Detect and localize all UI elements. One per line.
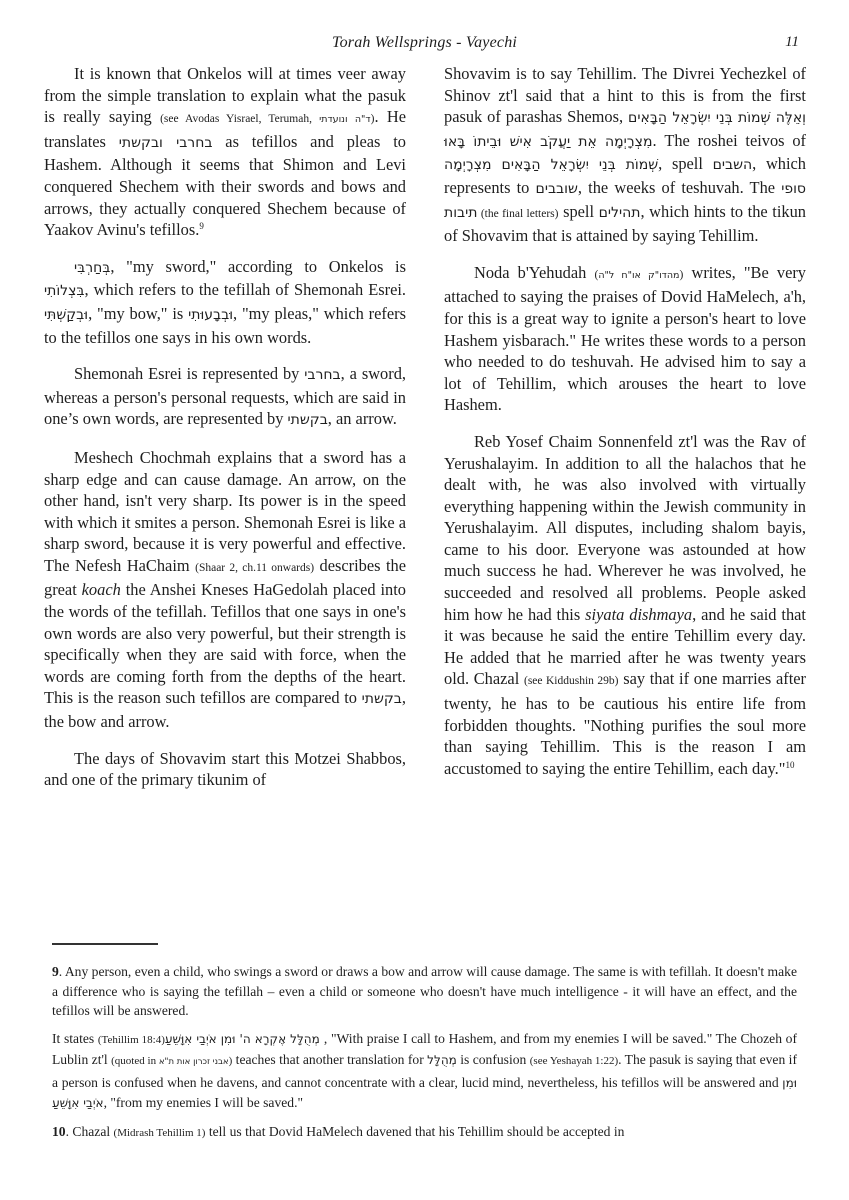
text: , which hints to the tikun of Shovavim that is attained by saying Tehillim. (444, 201, 806, 246)
text: It is known that Onkelos will at times veer away from the simple translation to explain what the pasuk is really saying (44, 64, 406, 127)
hebrew-text: השבים (712, 157, 753, 174)
text: is confusion (456, 1052, 530, 1067)
text: . Any person, even a child, who swings a sword or draws a bow and arrow will cause damage. The same is with tefillah. It doesn't make a difference who is saying the tefillah – even a child or someone who doesn't have much intelligence - it will have an effect, and the tefillos will be answered. (52, 964, 797, 1018)
hebrew-text: אבני זכרון אות ת"א (158, 1057, 229, 1067)
text: say that if one marries after twenty, he has to be cautious his entire life from forbidden thoughts. "Nothing purifies the soul more than saying Tehillim. This is the reason I am accustomed to saying the entire Tehillim, each day." (444, 669, 807, 778)
text: , and he said that it was because he said the entire Tehillim every day. He added that he married after he was twenty years old. Chazal (444, 604, 806, 689)
hebrew-text: בִּצְלוֹתִי (44, 283, 85, 300)
italic-term: koach (81, 580, 121, 600)
text: It states (52, 1030, 98, 1046)
text: , "from my enemies I will be saved." (103, 1095, 304, 1110)
page-number: 11 (785, 34, 799, 50)
paragraph-shemonah-esrei (44, 363, 406, 432)
right-column (444, 63, 806, 794)
source-reference: (Tehillim 18:4) (97, 1033, 165, 1046)
hebrew-text: וּבְקַשְׁתִּי (44, 306, 89, 323)
text: , which refers to the tefillah of Shemonah Esrei. (84, 280, 406, 300)
paragraph-tehillim-hint (444, 63, 806, 247)
text: describes the great (44, 555, 406, 600)
ref-text: ) (370, 113, 375, 126)
text: as tefillos and pleas to Hashem. Although it seems that Shimon and Levi conquered Shechem with their swords and bows and arrows, they actually conquered Shechem because of Yaakov Avinu's tefillos. (44, 131, 406, 240)
text: spell (558, 201, 599, 221)
hebrew-text: תהילים (598, 204, 641, 221)
left-column (44, 63, 406, 806)
hebrew-text: בקשתי (287, 412, 328, 429)
hebrew-text: וְאֵלֶּה שְׁמוֹת בְּנֵי יִשְׂרָאֵל הַבָּאִים מִצְרָיְמָה אֵת יַעֲקֹב אִישׁ וּבֵיתוֹ בָּאוּ (444, 110, 806, 150)
text: teaches that another translation for (232, 1052, 428, 1067)
text: Reb Yosef Chaim Sonnenfeld zt'l was the Rav of Yerushalayim. In addition to all the halachos that he dealt with, he was also involved with virtually everything happening within the Jewish community in Yerushalayim. All disputes, including shalom bayis, came to his door. Everyone was astounded at how much success he had. Wherever he was involved, he succeeded and resolved all problems. People asked him how he had this (444, 431, 806, 624)
paragraph-my-sword (44, 256, 406, 348)
hebrew-text: מְהֻלָּל (427, 1053, 457, 1067)
footnotes (52, 962, 797, 1151)
footnote-marker-9[interactable]: 9 (199, 221, 204, 232)
hebrew-text: וּמִן אֹיְבַי אִוָּשֵׁעַ (52, 1075, 797, 1110)
page-header (0, 30, 849, 56)
hebrew-text: שובבים (535, 180, 578, 197)
hebrew-text: בחרבי (304, 367, 341, 384)
text: . He translates (44, 107, 407, 151)
text: , the weeks of teshuvah. The (577, 177, 782, 197)
ref-text: ) (679, 268, 684, 281)
text: , spell (658, 154, 713, 174)
hebrew-text: וּבְבָעוּתִי (188, 306, 234, 323)
source-reference (160, 113, 374, 125)
paragraph-reb-yosef-chaim (444, 431, 806, 780)
hebrew-text: ד"ה ונועדתי (319, 114, 371, 126)
paragraph-meshech-chochmah (44, 447, 406, 733)
ref-text: ( (594, 268, 599, 281)
text: , "With praise I call to Hashem, and from my enemies I will be saved." The Chozeh of Lublin zt'l (52, 1030, 797, 1067)
text: Shovavim is to say Tehillim. The Divrei Yechezkel of Shinov zt'l said that a hint to this is from the first pasuk of parashas Shemos, (444, 64, 806, 127)
hebrew-text: סופי תיבות (444, 180, 806, 221)
ref-text: ) (228, 1055, 233, 1067)
hebrew-text: בקשתי (361, 691, 402, 708)
running-title: Torah Wellsprings - Vayechi (331, 34, 518, 51)
footnote-10 (52, 1122, 797, 1144)
source-reference (111, 1055, 232, 1067)
text: , "my pleas," which refers to the tefillos one says in his own words. (44, 303, 406, 347)
ref-text: (quoted in (111, 1055, 159, 1067)
text: , "my sword," according to Onkelos is (110, 256, 406, 276)
hebrew-text: מהדו"ק או"ח ל"ה (598, 269, 680, 281)
text: . The pasuk is saying that even if a person is confused when he davens, and cannot concentrate with a clear, lucid mind, nevertheless, his tefillos will be answered and (52, 1052, 797, 1090)
source-reference: (see Yeshayah 1:22) (529, 1055, 619, 1067)
italic-term: siyata dishmaya (585, 604, 693, 624)
text: . Chazal (65, 1123, 114, 1139)
footnote-number: 9 (52, 964, 59, 979)
text: writes, "Be very attached to saying the praises of Dovid HaMelech, a'h, for this is a great way to ignite a person's heart to love Hashem yisbarach." He writes these words to a person who needed to do teshuvah. He advised him to say a lot of Tehillim, which arouses the heart to love Hashem. (444, 262, 806, 415)
text: The days of Shovavim start this Motzei Shabbos, and one of the primary tikunim of (44, 748, 406, 790)
text: , "my bow," is (88, 303, 189, 323)
footnote-9 (52, 962, 797, 1021)
text: tell us that Dovid HaMelech davened that his Tehillim should be accepted in (205, 1123, 625, 1139)
text: Noda b'Yehudah (474, 262, 595, 282)
footnote-separator (52, 943, 158, 945)
hebrew-text: בְּחַרְבִּי (74, 259, 111, 276)
footnote-marker-10[interactable]: 10 (785, 759, 795, 770)
source-reference: (Midrash Tehillim 1) (113, 1126, 206, 1139)
ref-text: (see Avodas Yisrael, Terumah, (160, 113, 320, 126)
text: . The roshei teivos of (652, 130, 806, 150)
text: the Anshei Kneses HaGedolah placed into the words of the tefillah. Tefillos that one says in one's own words are also very powerful, but their strength is specifically when they are said with force, when the words are coming forth from the depths of the heart. This is the reason such tefillos are compared to (44, 580, 406, 708)
footnote-number: 10 (52, 1123, 66, 1139)
paragraph-shovavim (44, 748, 406, 791)
text: , which represents to (444, 154, 806, 197)
hebrew-text: שְׁמוֹת בְּנֵי יִשְׂרָאֵל הַבָּאִים מִצְרָיְמָה (444, 157, 659, 174)
hebrew-text: בחרבי ובקשתי (118, 134, 213, 151)
hebrew-text: מְהֻלָּל אֶקְרָא ה' וּמִן אֹיְבַי אִוָּשֵׁעַ (164, 1031, 324, 1046)
text: Meshech Chochmah explains that a sword has a sharp edge and can cause damage. An arrow, on the other hand, isn't very sharp. Its power is in the speed with which it smites a person. Shemonah Esrei is like a sharp sword, because it is very powerful and effective. The Nefesh HaChaim (44, 447, 406, 575)
footnote-9-continued (52, 1029, 797, 1114)
paragraph-onkelos (44, 63, 406, 241)
source-reference: (Shaar 2, ch.11 onwards) (195, 561, 315, 574)
text: , the bow and arrow. (44, 688, 406, 732)
source-reference: (the final letters) (477, 207, 559, 220)
text: , an arrow. (327, 409, 397, 429)
text: Shemonah Esrei is represented by (74, 364, 305, 384)
source-reference: (see Kiddushin 29b) (523, 675, 619, 688)
paragraph-noda-byehudah (444, 262, 806, 416)
text: , a sword, whereas a person's personal requests, which are said in one’s own words, are represented by (44, 364, 406, 429)
source-reference (594, 269, 683, 281)
